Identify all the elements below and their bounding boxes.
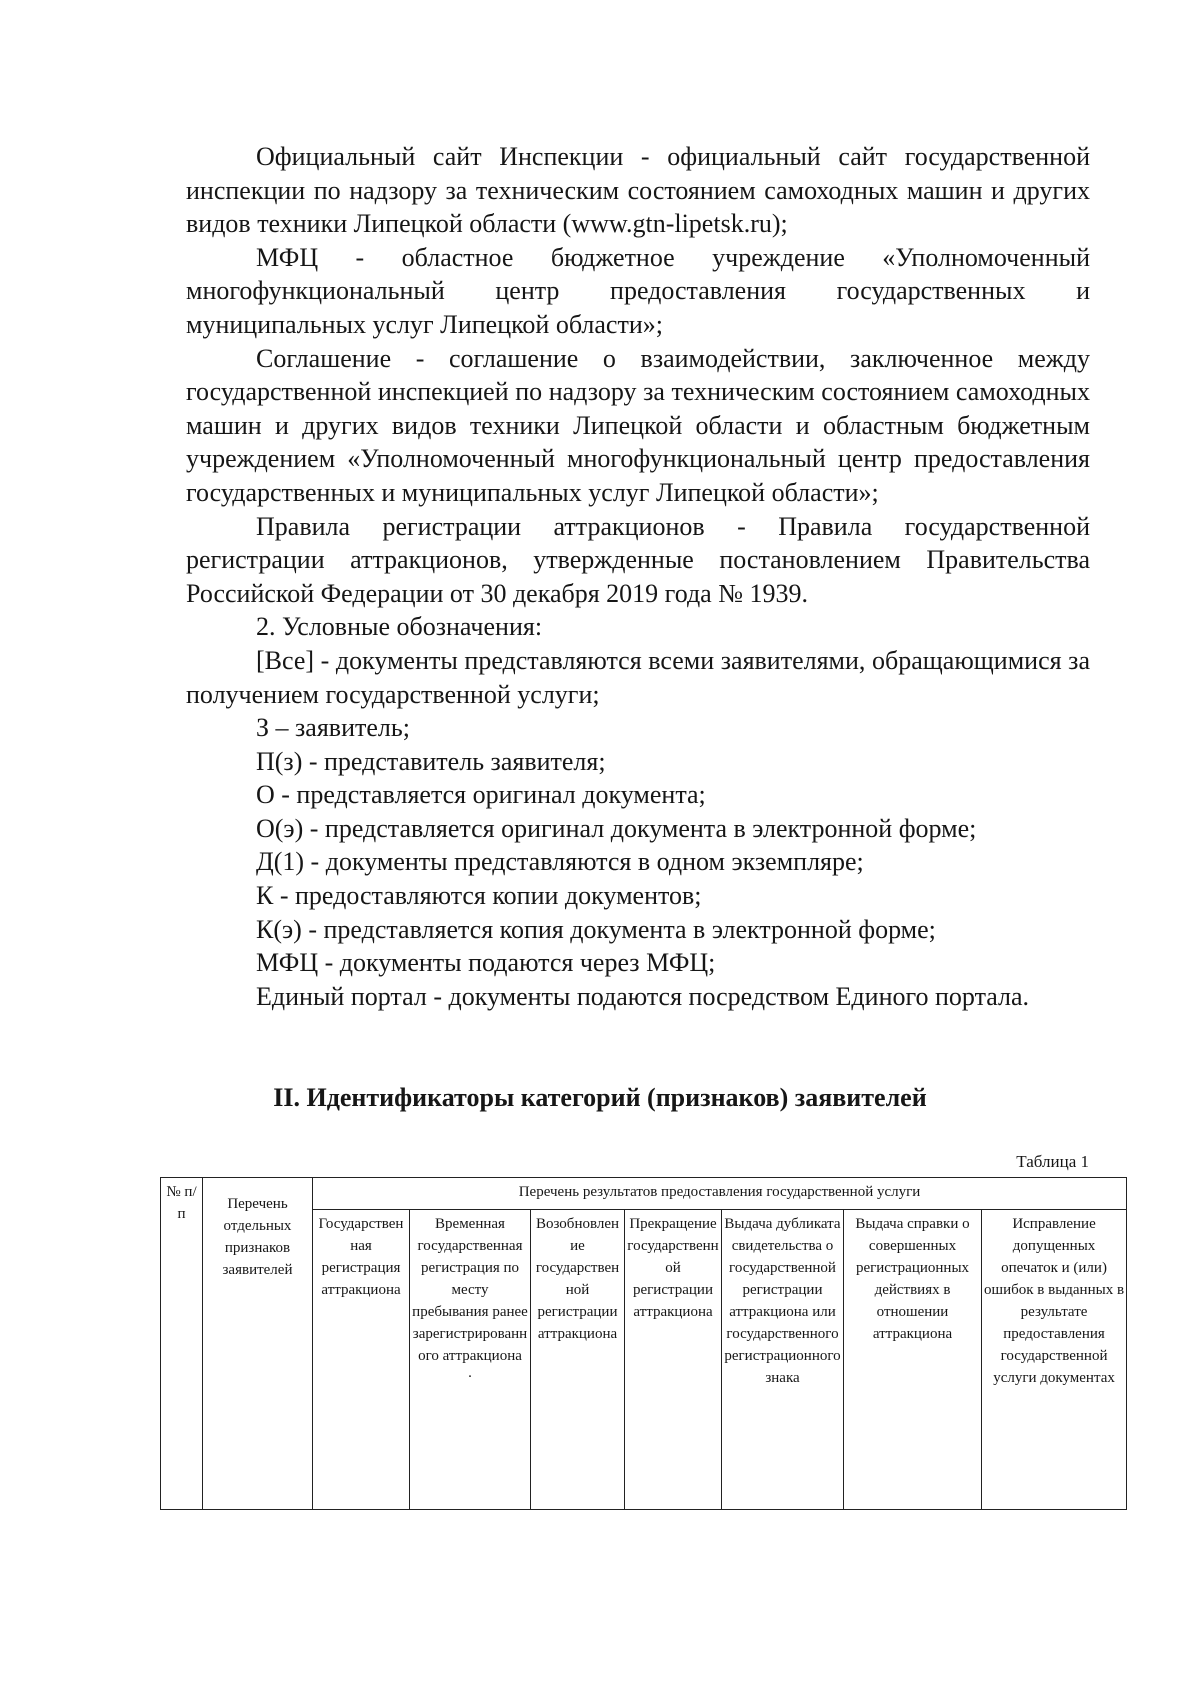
result-header-certificate: [844, 1210, 982, 1510]
result-header-registration: [313, 1210, 410, 1510]
result-label: Исправление допущенных опечаток и (или) ошибок в выданных в результате предоставления государственной услуги документах: [984, 1216, 1125, 1386]
definition-registration-rules: Правила регистрации аттракционов - Правила государственной регистрации аттракционов, утвержденные постановлением Правительства Российской Федерации от 30 декабря 2019 года № 1939.: [186, 511, 1090, 608]
results-table: [160, 1177, 1127, 1510]
results-group-header: [313, 1178, 1127, 1210]
result-label: Временная государственная регистрация по месту пребывания ранее зарегистрированного аттракциона: [412, 1216, 528, 1364]
column-number-header: [161, 1178, 203, 1510]
definition-official-site: Официальный сайт Инспекции - официальный сайт государственной инспекции по надзору за техническим состоянием самоходных машин и других видов техники Липецкой области (www.gtn-lipetsk.ru);: [186, 142, 1090, 239]
document-body: [186, 140, 1090, 1013]
legend-item: Единый портал - документы подаются посредством Единого портала.: [256, 981, 1030, 1011]
legend-heading: 2. Условные обозначения:: [256, 612, 543, 642]
legend-item: К - предоставляются копии документов;: [256, 881, 702, 911]
result-label: Возобновление государственной регистрации аттракциона: [535, 1216, 620, 1342]
result-header-termination: [625, 1210, 722, 1510]
result-label: Выдача справки о совершенных регистрационных действиях в отношении аттракциона: [855, 1216, 970, 1342]
definition-mfc: МФЦ - областное бюджетное учреждение «Уполномоченный многофункциональный центр предоставления государственных и муниципальных услуг Липецкой области»;: [186, 242, 1090, 339]
results-group-label: Перечень результатов предоставления государственной услуги: [518, 1184, 921, 1200]
legend-item: К(э) - представляется копия документа в электронной форме;: [256, 914, 936, 944]
result-header-corrections: [982, 1210, 1127, 1510]
legend-item: П(з) - представитель заявителя;: [256, 746, 606, 776]
legend-item: З – заявитель;: [256, 713, 410, 743]
column-features-label: Перечень отдельных признаков заявителей: [222, 1196, 293, 1278]
legend-item: О(э) - представляется оригинал документа в электронной форме;: [256, 813, 977, 843]
result-label: Прекращение государственной регистрации аттракциона: [627, 1216, 719, 1320]
column-features-header: [203, 1178, 313, 1510]
stray-mark: .: [468, 1365, 472, 1381]
result-header-temporary-registration: [410, 1210, 531, 1510]
legend-item: [Все] - документы представляются всеми заявителями, обращающимися за получением государственной услуги;: [186, 645, 1090, 709]
result-header-duplicate: [722, 1210, 844, 1510]
table-label: Таблица 1: [1016, 1152, 1089, 1171]
result-label: Выдача дубликата свидетельства о государственной регистрации аттракциона или государственного регистрационного знака: [724, 1216, 841, 1386]
legend-item: МФЦ - документы подаются через МФЦ;: [256, 948, 716, 978]
section-title: II. Идентификаторы категорий (признаков) заявителей: [273, 1083, 927, 1112]
result-header-resumption: [531, 1210, 625, 1510]
column-number-label: № п/п: [166, 1184, 197, 1222]
result-label: Государственная регистрация аттракциона: [318, 1216, 404, 1298]
legend-item: О - представляется оригинал документа;: [256, 780, 706, 810]
legend-item: Д(1) - документы представляются в одном экземпляре;: [256, 847, 864, 877]
definition-agreement: Соглашение - соглашение о взаимодействии, заключенное между государственной инспекцией по надзору за техническим состоянием самоходных машин и других видов техники Липецкой области и областным бюджетным учреждением «Уполномоченный многофункциональный центр предоставления государственных и муниципальных услуг Липецкой области»;: [186, 343, 1090, 507]
